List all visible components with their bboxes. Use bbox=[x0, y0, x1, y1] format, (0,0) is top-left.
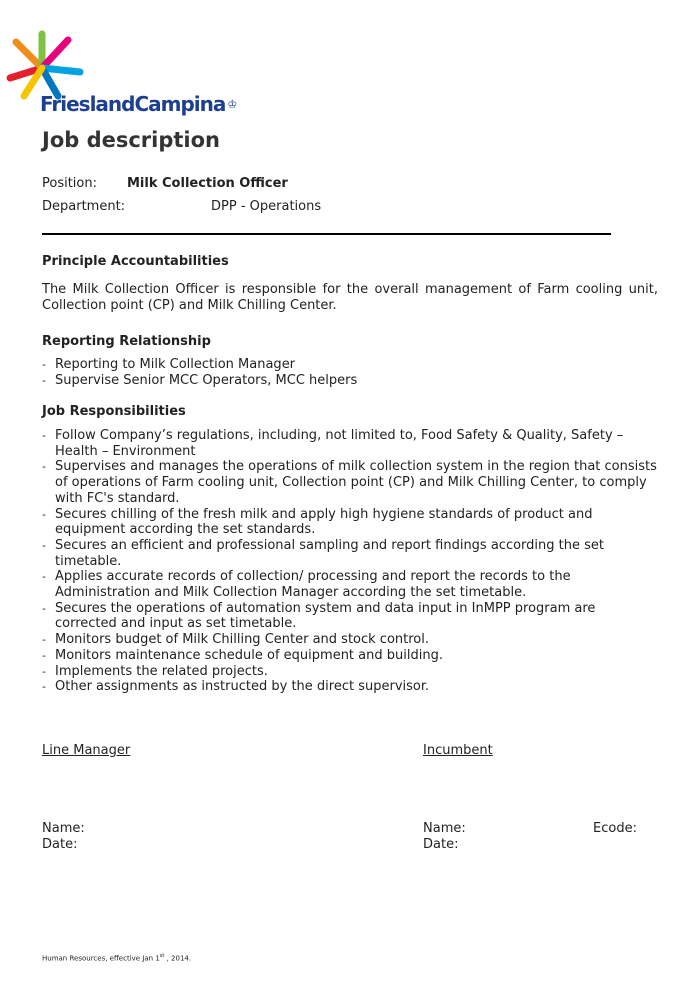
department-label: Department: bbox=[42, 199, 126, 214]
list-item: - Reporting to Milk Collection Manager bbox=[42, 357, 658, 373]
department-value: DPP - Operations bbox=[211, 199, 322, 214]
list-item: - Supervise Senior MCC Operators, MCC helpers bbox=[42, 373, 658, 389]
list-item: - Secures an efficient and professional sampling and report findings according the set timetable. bbox=[42, 538, 658, 569]
line-manager-date-label: Date: bbox=[42, 837, 78, 852]
list-item: - Follow Company’s regulations, including, not limited to, Food Safety & Quality, Safety – Health – Environment bbox=[42, 428, 658, 459]
list-item: - Secures the operations of automation system and data input in InMPP program are corrected and input as set timetable. bbox=[42, 601, 658, 632]
incumbent-date-label: Date: bbox=[423, 837, 459, 852]
page-title: Job description bbox=[42, 128, 221, 152]
brand-wordmark bbox=[40, 92, 236, 116]
list-item: - Monitors maintenance schedule of equipment and building. bbox=[42, 648, 658, 664]
crown-icon: ♔ bbox=[227, 98, 237, 111]
principle-heading: Principle Accountabilities bbox=[42, 254, 229, 269]
footer-note bbox=[42, 953, 191, 962]
list-item: - Monitors budget of Milk Chilling Center and stock control. bbox=[42, 632, 658, 648]
reporting-heading: Reporting Relationship bbox=[42, 334, 211, 349]
footer-superscript: st bbox=[159, 953, 165, 959]
incumbent-title: Incumbent bbox=[423, 743, 493, 758]
position-value: Milk Collection Officer bbox=[127, 176, 288, 191]
incumbent-name-label: Name: bbox=[423, 821, 466, 836]
list-item: - Secures chilling of the fresh milk and apply high hygiene standards of product and equipment according the set standards. bbox=[42, 507, 658, 538]
responsibilities-heading: Job Responsibilities bbox=[42, 404, 186, 419]
principle-text: The Milk Collection Officer is responsible for the overall management of Farm cooling unit, Collection point (CP) and Milk Chilling Center. bbox=[42, 282, 658, 313]
position-label: Position: bbox=[42, 176, 97, 191]
list-item: - Applies accurate records of collection/ processing and report the records to the Administration and Milk Collection Manager according the set timetable. bbox=[42, 569, 658, 600]
line-manager-name-label: Name: bbox=[42, 821, 85, 836]
responsibilities-list bbox=[42, 428, 658, 695]
line-manager-title: Line Manager bbox=[42, 743, 131, 758]
incumbent-ecode-label: Ecode: bbox=[593, 821, 637, 836]
list-item: - Other assignments as instructed by the direct supervisor. bbox=[42, 679, 658, 695]
footer-text: Human Resources, effective Jan 1 bbox=[42, 954, 160, 963]
footer-year: , 2014. bbox=[164, 954, 192, 963]
frieslandcampina-logo-icon bbox=[2, 28, 86, 102]
reporting-list bbox=[42, 357, 658, 388]
brand-name: FrieslandCampina bbox=[40, 92, 226, 116]
list-item: - Supervises and manages the operations of milk collection system in the region that consists of operations of Farm cooling unit, Collection point (CP) and Milk Chilling Center, to comply with FC's standard. bbox=[42, 459, 658, 506]
divider bbox=[42, 233, 611, 235]
list-item: - Implements the related projects. bbox=[42, 664, 658, 680]
